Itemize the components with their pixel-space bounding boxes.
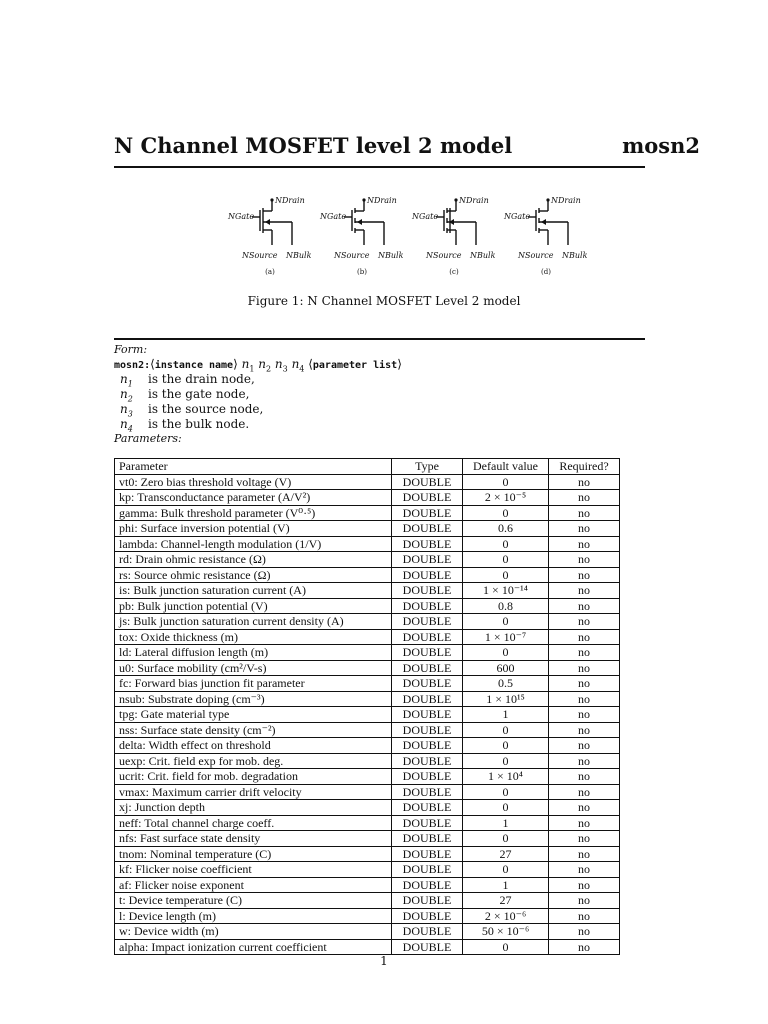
required-cell: no <box>549 583 620 599</box>
required-cell: no <box>549 629 620 645</box>
node-text: is the source node, <box>148 402 264 416</box>
node-symbol: $n_4$ <box>120 417 133 434</box>
default-cell: 27 <box>463 846 549 862</box>
parameter-cell: nss: Surface state density (cm⁻²) <box>115 722 392 738</box>
required-cell: no <box>549 815 620 831</box>
default-cell: 0 <box>463 784 549 800</box>
parameter-cell: fc: Forward bias junction fit parameter <box>115 676 392 692</box>
parameter-cell: alpha: Impact ionization current coefficient <box>115 939 392 955</box>
mosfet-symbol-a <box>227 196 312 276</box>
drain-label: NDrain <box>459 196 489 205</box>
parameter-cell: neff: Total channel charge coeff. <box>115 815 392 831</box>
bulk-label: NBulk <box>562 251 588 260</box>
node-text: is the gate node, <box>148 387 250 401</box>
type-cell: DOUBLE <box>392 831 463 847</box>
drain-label: NDrain <box>275 196 305 205</box>
default-cell: 1 × 10⁴ <box>463 769 549 785</box>
drain-terminal <box>454 198 457 201</box>
table-row <box>115 598 620 614</box>
type-cell: DOUBLE <box>392 924 463 940</box>
table-row <box>115 908 620 924</box>
bulk-label: NBulk <box>286 251 312 260</box>
bulk-label: NBulk <box>470 251 496 260</box>
table-header-row <box>115 459 620 475</box>
type-cell: DOUBLE <box>392 691 463 707</box>
table-row <box>115 722 620 738</box>
type-cell: DOUBLE <box>392 815 463 831</box>
required-cell: no <box>549 831 620 847</box>
required-cell: no <box>549 474 620 490</box>
parameter-cell: xj: Junction depth <box>115 800 392 816</box>
header-parameter: Parameter <box>115 459 392 475</box>
table-row <box>115 846 620 862</box>
required-cell: no <box>549 722 620 738</box>
type-cell: DOUBLE <box>392 474 463 490</box>
default-cell: 1 <box>463 707 549 723</box>
parameter-cell: ucrit: Crit. field for mob. degradation <box>115 769 392 785</box>
default-cell: 1 <box>463 815 549 831</box>
parameter-cell: delta: Width effect on threshold <box>115 738 392 754</box>
parameters-table <box>114 458 620 955</box>
type-cell: DOUBLE <box>392 552 463 568</box>
form-syntax: mosn2:⟨instance name⟩ $n_1$ $n_2$ $n_3$ $n_4$ ⟨parameter list⟩ <box>114 357 402 374</box>
mosfet-symbol-b <box>319 196 404 276</box>
default-cell: 0 <box>463 722 549 738</box>
table-row <box>115 738 620 754</box>
default-cell: 0.6 <box>463 521 549 537</box>
type-cell: DOUBLE <box>392 908 463 924</box>
required-cell: no <box>549 490 620 506</box>
parameter-cell: lambda: Channel-length modulation (1/V) <box>115 536 392 552</box>
table-row <box>115 691 620 707</box>
default-cell: 2 × 10⁻⁵ <box>463 490 549 506</box>
type-cell: DOUBLE <box>392 784 463 800</box>
table-row <box>115 924 620 940</box>
default-cell: 0 <box>463 939 549 955</box>
parameter-cell: u0: Surface mobility (cm²/V-s) <box>115 660 392 676</box>
gate-label: NGate <box>412 212 439 221</box>
table-row <box>115 614 620 630</box>
table-row <box>115 660 620 676</box>
parameter-cell: nsub: Substrate doping (cm⁻³) <box>115 691 392 707</box>
type-cell: DOUBLE <box>392 629 463 645</box>
drain-terminal <box>270 198 273 201</box>
gate-label: NGate <box>504 212 531 221</box>
parameter-cell: rs: Source ohmic resistance (Ω) <box>115 567 392 583</box>
parameter-cell: ld: Lateral diffusion length (m) <box>115 645 392 661</box>
type-cell: DOUBLE <box>392 676 463 692</box>
table-row <box>115 567 620 583</box>
title-rule <box>114 166 645 168</box>
default-cell: 1 × 10¹⁵ <box>463 691 549 707</box>
source-label: NSource <box>518 251 554 260</box>
required-cell: no <box>549 924 620 940</box>
table-row <box>115 893 620 909</box>
source-label: NSource <box>334 251 370 260</box>
node-description <box>120 402 263 418</box>
parameter-cell: pb: Bulk junction potential (V) <box>115 598 392 614</box>
parameter-cell: js: Bulk junction saturation current density (A) <box>115 614 392 630</box>
parameter-cell: l: Device length (m) <box>115 908 392 924</box>
node-symbol: $n_3$ <box>120 402 133 419</box>
required-cell: no <box>549 862 620 878</box>
table-row <box>115 753 620 769</box>
required-cell: no <box>549 598 620 614</box>
table-row <box>115 552 620 568</box>
node-description <box>120 372 255 388</box>
default-cell: 0 <box>463 862 549 878</box>
required-cell: no <box>549 893 620 909</box>
variant-label: (d) <box>541 268 551 276</box>
parameter-cell: t: Device temperature (C) <box>115 893 392 909</box>
type-cell: DOUBLE <box>392 707 463 723</box>
required-cell: no <box>549 645 620 661</box>
type-cell: DOUBLE <box>392 583 463 599</box>
required-cell: no <box>549 877 620 893</box>
default-cell: 0 <box>463 567 549 583</box>
parameter-cell: phi: Surface inversion potential (V) <box>115 521 392 537</box>
parameter-cell: nfs: Fast surface state density <box>115 831 392 847</box>
required-cell: no <box>549 676 620 692</box>
figure-caption: Figure 1: N Channel MOSFET Level 2 model <box>247 294 521 308</box>
gate-label: NGate <box>320 212 347 221</box>
table-row <box>115 521 620 537</box>
parameter-cell: gamma: Bulk threshold parameter (V⁰·⁵) <box>115 505 392 521</box>
default-cell: 0.8 <box>463 598 549 614</box>
table-row <box>115 645 620 661</box>
mosfet-symbol-c <box>411 196 496 276</box>
variant-label: (a) <box>265 268 275 276</box>
table-row <box>115 505 620 521</box>
type-cell: DOUBLE <box>392 536 463 552</box>
default-cell: 0 <box>463 831 549 847</box>
default-cell: 0 <box>463 800 549 816</box>
type-cell: DOUBLE <box>392 939 463 955</box>
parameter-cell: uexp: Crit. field exp for mob. deg. <box>115 753 392 769</box>
table-row <box>115 474 620 490</box>
required-cell: no <box>549 753 620 769</box>
default-cell: 0.5 <box>463 676 549 692</box>
parameter-cell: vmax: Maximum carrier drift velocity <box>115 784 392 800</box>
mosfet-symbol-d <box>503 196 588 276</box>
default-cell: 2 × 10⁻⁶ <box>463 908 549 924</box>
default-cell: 0 <box>463 552 549 568</box>
required-cell: no <box>549 521 620 537</box>
required-cell: no <box>549 738 620 754</box>
default-cell: 0 <box>463 536 549 552</box>
variant-label: (b) <box>357 268 367 276</box>
parameter-cell: tnom: Nominal temperature (C) <box>115 846 392 862</box>
table-row <box>115 583 620 599</box>
required-cell: no <box>549 707 620 723</box>
parameter-cell: kf: Flicker noise coefficient <box>115 862 392 878</box>
table-row <box>115 784 620 800</box>
parameter-cell: vt0: Zero bias threshold voltage (V) <box>115 474 392 490</box>
parameter-cell: af: Flicker noise exponent <box>115 877 392 893</box>
type-cell: DOUBLE <box>392 846 463 862</box>
parameter-cell: kp: Transconductance parameter (A/V²) <box>115 490 392 506</box>
table-row <box>115 707 620 723</box>
node-symbol: $n_1$ <box>120 372 133 389</box>
type-cell: DOUBLE <box>392 567 463 583</box>
default-cell: 1 <box>463 877 549 893</box>
source-label: NSource <box>242 251 278 260</box>
type-cell: DOUBLE <box>392 490 463 506</box>
page-title: N Channel MOSFET level 2 model <box>114 133 513 158</box>
drain-label: NDrain <box>551 196 581 205</box>
required-cell: no <box>549 784 620 800</box>
table-row <box>115 831 620 847</box>
table-row <box>115 769 620 785</box>
model-name: mosn2 <box>622 133 700 158</box>
table-row <box>115 490 620 506</box>
drain-terminal <box>546 198 549 201</box>
parameter-cell: tox: Oxide thickness (m) <box>115 629 392 645</box>
required-cell: no <box>549 567 620 583</box>
drain-terminal <box>362 198 365 201</box>
parameter-cell: rd: Drain ohmic resistance (Ω) <box>115 552 392 568</box>
node-text: is the drain node, <box>148 372 255 386</box>
parameter-cell: is: Bulk junction saturation current (A) <box>115 583 392 599</box>
table-row <box>115 862 620 878</box>
header-type: Type <box>392 459 463 475</box>
mosfet-symbols-figure <box>222 195 588 283</box>
type-cell: DOUBLE <box>392 862 463 878</box>
type-cell: DOUBLE <box>392 738 463 754</box>
required-cell: no <box>549 939 620 955</box>
variant-label: (c) <box>449 268 459 276</box>
type-cell: DOUBLE <box>392 893 463 909</box>
default-cell: 27 <box>463 893 549 909</box>
table-row <box>115 800 620 816</box>
type-cell: DOUBLE <box>392 598 463 614</box>
default-cell: 1 × 10⁻⁷ <box>463 629 549 645</box>
required-cell: no <box>549 800 620 816</box>
type-cell: DOUBLE <box>392 505 463 521</box>
default-cell: 0 <box>463 614 549 630</box>
default-cell: 600 <box>463 660 549 676</box>
required-cell: no <box>549 505 620 521</box>
type-cell: DOUBLE <box>392 660 463 676</box>
required-cell: no <box>549 769 620 785</box>
type-cell: DOUBLE <box>392 877 463 893</box>
required-cell: no <box>549 846 620 862</box>
parameter-cell: tpg: Gate material type <box>115 707 392 723</box>
type-cell: DOUBLE <box>392 614 463 630</box>
default-cell: 0 <box>463 645 549 661</box>
default-cell: 0 <box>463 738 549 754</box>
node-symbol: $n_2$ <box>120 387 133 404</box>
source-label: NSource <box>426 251 462 260</box>
node-text: is the bulk node. <box>148 417 250 431</box>
bulk-label: NBulk <box>378 251 404 260</box>
default-cell: 50 × 10⁻⁶ <box>463 924 549 940</box>
section-rule <box>114 338 645 340</box>
table-row <box>115 536 620 552</box>
table-row <box>115 676 620 692</box>
header-required: Required? <box>549 459 620 475</box>
required-cell: no <box>549 908 620 924</box>
type-cell: DOUBLE <box>392 521 463 537</box>
table-row <box>115 815 620 831</box>
required-cell: no <box>549 552 620 568</box>
parameter-cell: w: Device width (m) <box>115 924 392 940</box>
drain-label: NDrain <box>367 196 397 205</box>
form-label: Form: <box>114 343 148 356</box>
type-cell: DOUBLE <box>392 722 463 738</box>
node-description <box>120 387 249 403</box>
required-cell: no <box>549 614 620 630</box>
default-cell: 1 × 10⁻¹⁴ <box>463 583 549 599</box>
gate-label: NGate <box>228 212 255 221</box>
node-description <box>120 417 249 433</box>
required-cell: no <box>549 660 620 676</box>
type-cell: DOUBLE <box>392 645 463 661</box>
default-cell: 0 <box>463 753 549 769</box>
type-cell: DOUBLE <box>392 753 463 769</box>
default-cell: 0 <box>463 505 549 521</box>
required-cell: no <box>549 691 620 707</box>
type-cell: DOUBLE <box>392 800 463 816</box>
table-row <box>115 939 620 955</box>
page-number: 1 <box>380 954 388 968</box>
default-cell: 0 <box>463 474 549 490</box>
header-default: Default value <box>463 459 549 475</box>
table-row <box>115 629 620 645</box>
required-cell: no <box>549 536 620 552</box>
parameters-label: Parameters: <box>114 432 182 445</box>
table-row <box>115 877 620 893</box>
type-cell: DOUBLE <box>392 769 463 785</box>
